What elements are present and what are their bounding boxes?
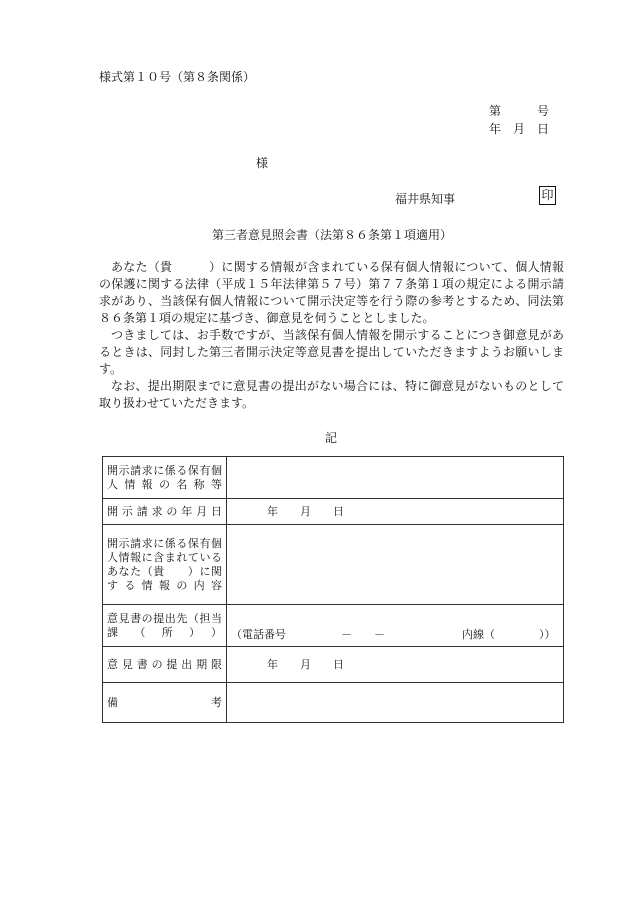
- table-row: [103, 525, 564, 605]
- paragraph: なお、提出期限までに意見書の提出がない場合には、特に御意見がないものとして取り扱わせていただきます。: [99, 379, 564, 410]
- table-row: [103, 683, 564, 723]
- document-number-date: [489, 102, 549, 138]
- row-value: 年 月 日: [227, 647, 564, 683]
- row-value: [227, 525, 564, 605]
- sender-name: 福井県知事: [395, 192, 456, 206]
- row-label: 開示請求の年月日: [103, 499, 227, 525]
- table-row: [103, 647, 564, 683]
- table-row: [103, 605, 564, 647]
- table-row: [103, 499, 564, 525]
- table-row: [103, 457, 564, 499]
- row-value: （電話番号 － － 内線（ ））: [227, 605, 564, 647]
- row-value: [227, 683, 564, 723]
- row-label: 開示請求に係る保有個人情報に含まれているあなた（貴 ）に関する情報の内容: [103, 525, 227, 605]
- form-number: 様式第１０号（第８条関係）: [99, 70, 256, 84]
- ki-heading: 記: [325, 431, 338, 445]
- row-value: 年 月 日: [227, 499, 564, 525]
- row-label: 意見書の提出期限: [103, 647, 227, 683]
- document-title: 第三者意見照会書（法第８６条第１項適用）: [212, 228, 453, 242]
- body-text: [99, 259, 564, 412]
- paragraph: つきましては、お手数ですが、当該保有個人情報を開示することにつき御意見があるときは、同封した第三者開示決定等意見書を提出していただきますようお願いします。: [99, 328, 564, 376]
- info-table: [102, 456, 564, 723]
- row-label: 備考: [103, 683, 227, 723]
- paragraph: あなた（貴 ）に関する情報が含まれている保有個人情報について、個人情報の保護に関する法律（平成１５年法律第５７号）第７７条第１項の規定による開示請求があり、当該保有個人情報について開示決定等を行う際の参考とするため、同法第８６条第１項の規定に基づき、御意見を伺うこととしました。: [99, 260, 564, 325]
- row-label: 開示請求に係る保有個人情報の名称等: [103, 457, 227, 499]
- recipient-suffix: 様: [256, 156, 269, 170]
- row-label: 意見書の提出先（担当課（所））: [103, 605, 227, 647]
- issue-date: 年 月 日: [489, 122, 550, 136]
- document-number: 第 号: [489, 104, 550, 118]
- seal-stamp: 印: [539, 186, 556, 205]
- row-value: [227, 457, 564, 499]
